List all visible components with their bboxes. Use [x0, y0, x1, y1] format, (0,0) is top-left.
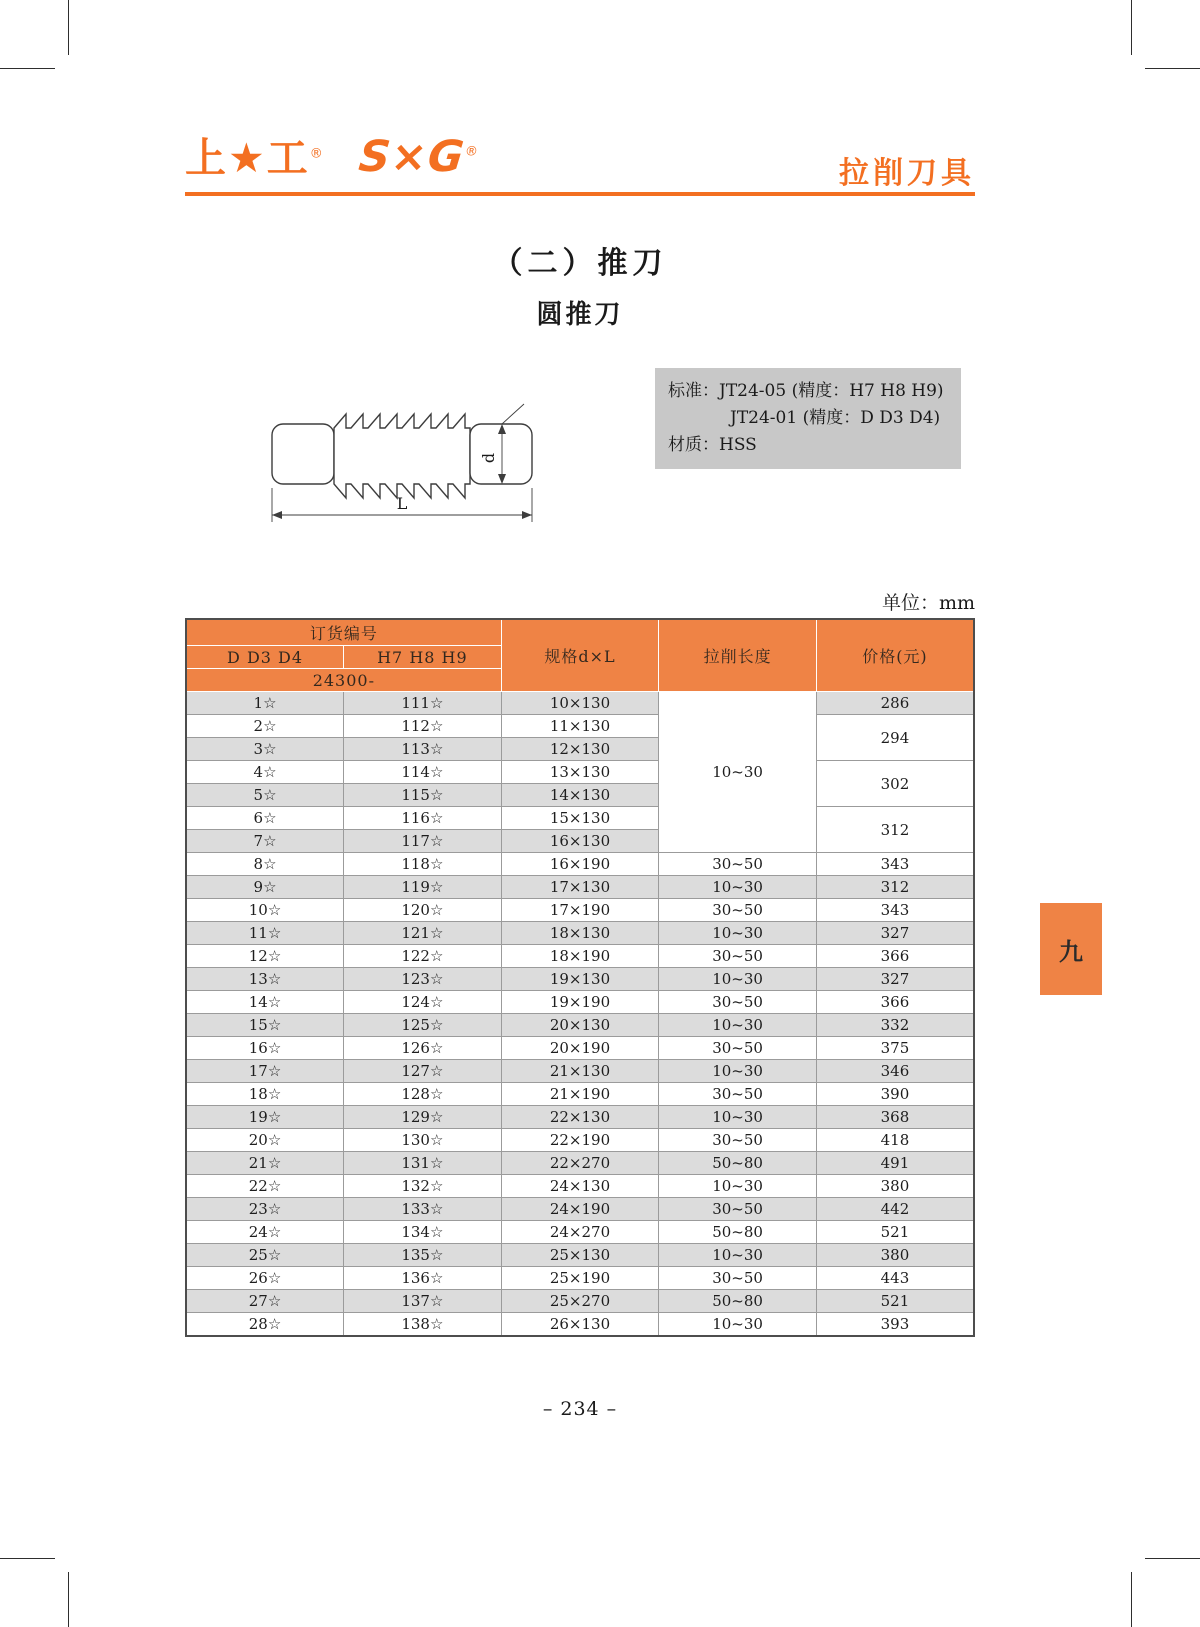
cell-h-code: 138☆	[344, 1313, 502, 1336]
header-row-1	[186, 619, 974, 646]
spec-table-header	[186, 619, 974, 692]
cell-length: 10~30	[659, 968, 817, 991]
spec-info-box	[655, 368, 961, 469]
cell-price: 294	[816, 715, 974, 761]
cell-d-code: 7☆	[186, 830, 344, 853]
product-subtitle: 圆推刀	[536, 300, 624, 330]
cell-h-code: 122☆	[344, 945, 502, 968]
cell-spec: 19×130	[501, 968, 659, 991]
section-side-tab: 九	[1040, 903, 1102, 995]
cell-spec: 10×130	[501, 692, 659, 715]
broach-technical-drawing	[266, 396, 538, 528]
cell-length: 50~80	[659, 1152, 817, 1175]
cell-d-code: 11☆	[186, 922, 344, 945]
cell-spec: 18×130	[501, 922, 659, 945]
table-row	[186, 1198, 974, 1221]
table-row	[186, 922, 974, 945]
cell-length: 10~30	[659, 1313, 817, 1336]
cell-length: 30~50	[659, 1198, 817, 1221]
cell-h-code: 132☆	[344, 1175, 502, 1198]
cell-h-code: 116☆	[344, 807, 502, 830]
cell-length: 10~30	[659, 1014, 817, 1037]
cell-price: 327	[816, 968, 974, 991]
cell-price: 332	[816, 1014, 974, 1037]
crop-mark	[68, 1572, 69, 1627]
cell-d-code: 28☆	[186, 1313, 344, 1336]
cell-d-code: 13☆	[186, 968, 344, 991]
cell-price: 366	[816, 991, 974, 1014]
table-row	[186, 945, 974, 968]
cell-d-code: 24☆	[186, 1221, 344, 1244]
cell-price: 380	[816, 1244, 974, 1267]
cell-d-code: 21☆	[186, 1152, 344, 1175]
cell-price: 302	[816, 761, 974, 807]
cell-spec: 24×190	[501, 1198, 659, 1221]
cell-d-code: 12☆	[186, 945, 344, 968]
length-arrow-left	[272, 511, 282, 519]
table-row	[186, 876, 974, 899]
table-row	[186, 1037, 974, 1060]
cell-price: 343	[816, 853, 974, 876]
cell-length: 30~50	[659, 853, 817, 876]
crop-mark	[1131, 0, 1132, 55]
cell-h-code: 114☆	[344, 761, 502, 784]
cell-price: 312	[816, 876, 974, 899]
cell-spec: 15×130	[501, 807, 659, 830]
cell-d-code: 20☆	[186, 1129, 344, 1152]
crop-mark	[1145, 1558, 1200, 1559]
cell-h-code: 127☆	[344, 1060, 502, 1083]
cell-price: 393	[816, 1313, 974, 1336]
brand-logos	[185, 132, 480, 182]
cell-spec: 25×270	[501, 1290, 659, 1313]
cell-spec: 21×190	[501, 1083, 659, 1106]
cell-d-code: 19☆	[186, 1106, 344, 1129]
cell-spec: 24×130	[501, 1175, 659, 1198]
cell-length: 30~50	[659, 991, 817, 1014]
cell-spec: 22×190	[501, 1129, 659, 1152]
registered-mark: ®	[463, 144, 480, 160]
cell-length: 30~50	[659, 1037, 817, 1060]
spec-table	[185, 618, 975, 1337]
spec-table-body	[186, 692, 974, 1336]
cell-price: 327	[816, 922, 974, 945]
cell-d-code: 23☆	[186, 1198, 344, 1221]
table-row	[186, 1244, 974, 1267]
cell-spec: 17×190	[501, 899, 659, 922]
table-row	[186, 715, 974, 738]
cell-h-code: 123☆	[344, 968, 502, 991]
cell-d-code: 26☆	[186, 1267, 344, 1290]
table-row	[186, 968, 974, 991]
cell-d-code: 22☆	[186, 1175, 344, 1198]
table-row	[186, 1014, 974, 1037]
cell-price: 442	[816, 1198, 974, 1221]
header-rule	[185, 192, 975, 196]
header-spec: 规格d×L	[501, 619, 659, 692]
cell-d-code: 14☆	[186, 991, 344, 1014]
table-row	[186, 692, 974, 715]
cell-h-code: 128☆	[344, 1083, 502, 1106]
broach-teeth	[334, 414, 470, 498]
header-order-number: 订货编号	[186, 619, 501, 646]
cell-spec: 13×130	[501, 761, 659, 784]
diameter-leader-line	[502, 404, 524, 424]
table-row	[186, 761, 974, 784]
cell-h-code: 129☆	[344, 1106, 502, 1129]
cell-price: 368	[816, 1106, 974, 1129]
cell-length: 10~30	[659, 1175, 817, 1198]
table-row	[186, 1175, 974, 1198]
cell-spec: 22×270	[501, 1152, 659, 1175]
table-row	[186, 853, 974, 876]
cell-h-code: 125☆	[344, 1014, 502, 1037]
crop-mark	[0, 68, 55, 69]
cell-length: 10~30	[659, 692, 817, 853]
cell-h-code: 131☆	[344, 1152, 502, 1175]
cell-length: 10~30	[659, 1060, 817, 1083]
cell-d-code: 17☆	[186, 1060, 344, 1083]
cell-d-code: 27☆	[186, 1290, 344, 1313]
cell-h-code: 115☆	[344, 784, 502, 807]
cell-h-code: 133☆	[344, 1198, 502, 1221]
table-row	[186, 1106, 974, 1129]
registered-mark: ®	[309, 146, 325, 162]
page-number: – 234 –	[542, 1398, 618, 1420]
cell-price: 312	[816, 807, 974, 853]
cell-price: 390	[816, 1083, 974, 1106]
cell-h-code: 136☆	[344, 1267, 502, 1290]
cell-price: 375	[816, 1037, 974, 1060]
header-length: 拉削长度	[659, 619, 817, 692]
cell-d-code: 3☆	[186, 738, 344, 761]
cell-h-code: 117☆	[344, 830, 502, 853]
cell-d-code: 2☆	[186, 715, 344, 738]
cell-length: 10~30	[659, 1244, 817, 1267]
cell-spec: 12×130	[501, 738, 659, 761]
cell-d-code: 18☆	[186, 1083, 344, 1106]
cell-length: 30~50	[659, 945, 817, 968]
table-row	[186, 1290, 974, 1313]
cell-h-code: 121☆	[344, 922, 502, 945]
table-row	[186, 899, 974, 922]
cell-h-code: 112☆	[344, 715, 502, 738]
sg-logo	[356, 132, 481, 182]
unit-label: 单位：mm	[881, 592, 975, 614]
header-prefix: 24300-	[186, 669, 501, 692]
crop-mark	[1145, 68, 1200, 69]
cell-h-code: 126☆	[344, 1037, 502, 1060]
table-row	[186, 1083, 974, 1106]
cell-spec: 26×130	[501, 1313, 659, 1336]
cell-length: 50~80	[659, 1221, 817, 1244]
cell-length: 10~30	[659, 1106, 817, 1129]
cell-h-code: 113☆	[344, 738, 502, 761]
cell-spec: 19×190	[501, 991, 659, 1014]
shanggong-logo	[185, 134, 325, 182]
cell-d-code: 1☆	[186, 692, 344, 715]
cell-d-code: 5☆	[186, 784, 344, 807]
cell-length: 10~30	[659, 876, 817, 899]
cell-length: 30~50	[659, 1083, 817, 1106]
material-line: 材质：HSS	[668, 435, 757, 456]
cell-price: 443	[816, 1267, 974, 1290]
length-label: L	[396, 494, 408, 513]
cell-length: 30~50	[659, 899, 817, 922]
cell-spec: 17×130	[501, 876, 659, 899]
cell-h-code: 137☆	[344, 1290, 502, 1313]
cell-d-code: 8☆	[186, 853, 344, 876]
cell-spec: 16×130	[501, 830, 659, 853]
table-row	[186, 1221, 974, 1244]
section-title: （二）推刀	[492, 246, 668, 281]
cell-h-code: 134☆	[344, 1221, 502, 1244]
cell-price: 380	[816, 1175, 974, 1198]
table-row	[186, 991, 974, 1014]
crop-mark	[0, 1558, 55, 1559]
crop-mark	[68, 0, 69, 55]
cell-d-code: 10☆	[186, 899, 344, 922]
crop-mark	[1131, 1572, 1132, 1627]
table-row	[186, 807, 974, 830]
cell-spec: 16×190	[501, 853, 659, 876]
cell-d-code: 4☆	[186, 761, 344, 784]
cell-spec: 20×130	[501, 1014, 659, 1037]
cell-spec: 22×130	[501, 1106, 659, 1129]
cell-d-code: 15☆	[186, 1014, 344, 1037]
header-price: 价格(元)	[816, 619, 974, 692]
cell-h-code: 120☆	[344, 899, 502, 922]
category-title: 拉削刀具	[839, 156, 975, 191]
cell-price: 418	[816, 1129, 974, 1152]
cell-spec: 14×130	[501, 784, 659, 807]
table-row	[186, 1152, 974, 1175]
cell-spec: 25×130	[501, 1244, 659, 1267]
cell-spec: 18×190	[501, 945, 659, 968]
broach-left-shank	[272, 424, 334, 484]
table-row	[186, 1313, 974, 1336]
broach-drawing	[266, 396, 538, 528]
diameter-label: d	[479, 452, 498, 464]
cell-price: 521	[816, 1290, 974, 1313]
shanggong-logo-text: 上★工	[185, 134, 310, 182]
cell-price: 366	[816, 945, 974, 968]
cell-spec: 24×270	[501, 1221, 659, 1244]
cell-price: 346	[816, 1060, 974, 1083]
cell-d-code: 25☆	[186, 1244, 344, 1267]
header-col-d: D D3 D4	[186, 646, 344, 669]
header-col-h: H7 H8 H9	[344, 646, 502, 669]
cell-price: 491	[816, 1152, 974, 1175]
cell-price: 286	[816, 692, 974, 715]
length-arrow-right	[522, 511, 532, 519]
cell-h-code: 135☆	[344, 1244, 502, 1267]
cell-h-code: 130☆	[344, 1129, 502, 1152]
cell-h-code: 124☆	[344, 991, 502, 1014]
cell-length: 30~50	[659, 1267, 817, 1290]
table-row	[186, 1129, 974, 1152]
cell-h-code: 118☆	[344, 853, 502, 876]
cell-h-code: 119☆	[344, 876, 502, 899]
cell-price: 343	[816, 899, 974, 922]
standard-line-1: 标准：JT24-05 (精度：H7 H8 H9)	[668, 381, 944, 401]
cell-spec: 20×190	[501, 1037, 659, 1060]
cell-h-code: 111☆	[344, 692, 502, 715]
table-row	[186, 1267, 974, 1290]
table-row	[186, 1060, 974, 1083]
cell-length: 30~50	[659, 1129, 817, 1152]
standard-line-2: JT24-01 (精度：D D3 D4)	[730, 408, 941, 429]
cell-length: 10~30	[659, 922, 817, 945]
cell-spec: 21×130	[501, 1060, 659, 1083]
cell-price: 521	[816, 1221, 974, 1244]
cell-spec: 25×190	[501, 1267, 659, 1290]
cell-length: 50~80	[659, 1290, 817, 1313]
sg-logo-text: S×G	[356, 132, 467, 182]
cell-d-code: 9☆	[186, 876, 344, 899]
cell-d-code: 6☆	[186, 807, 344, 830]
cell-d-code: 16☆	[186, 1037, 344, 1060]
cell-spec: 11×130	[501, 715, 659, 738]
